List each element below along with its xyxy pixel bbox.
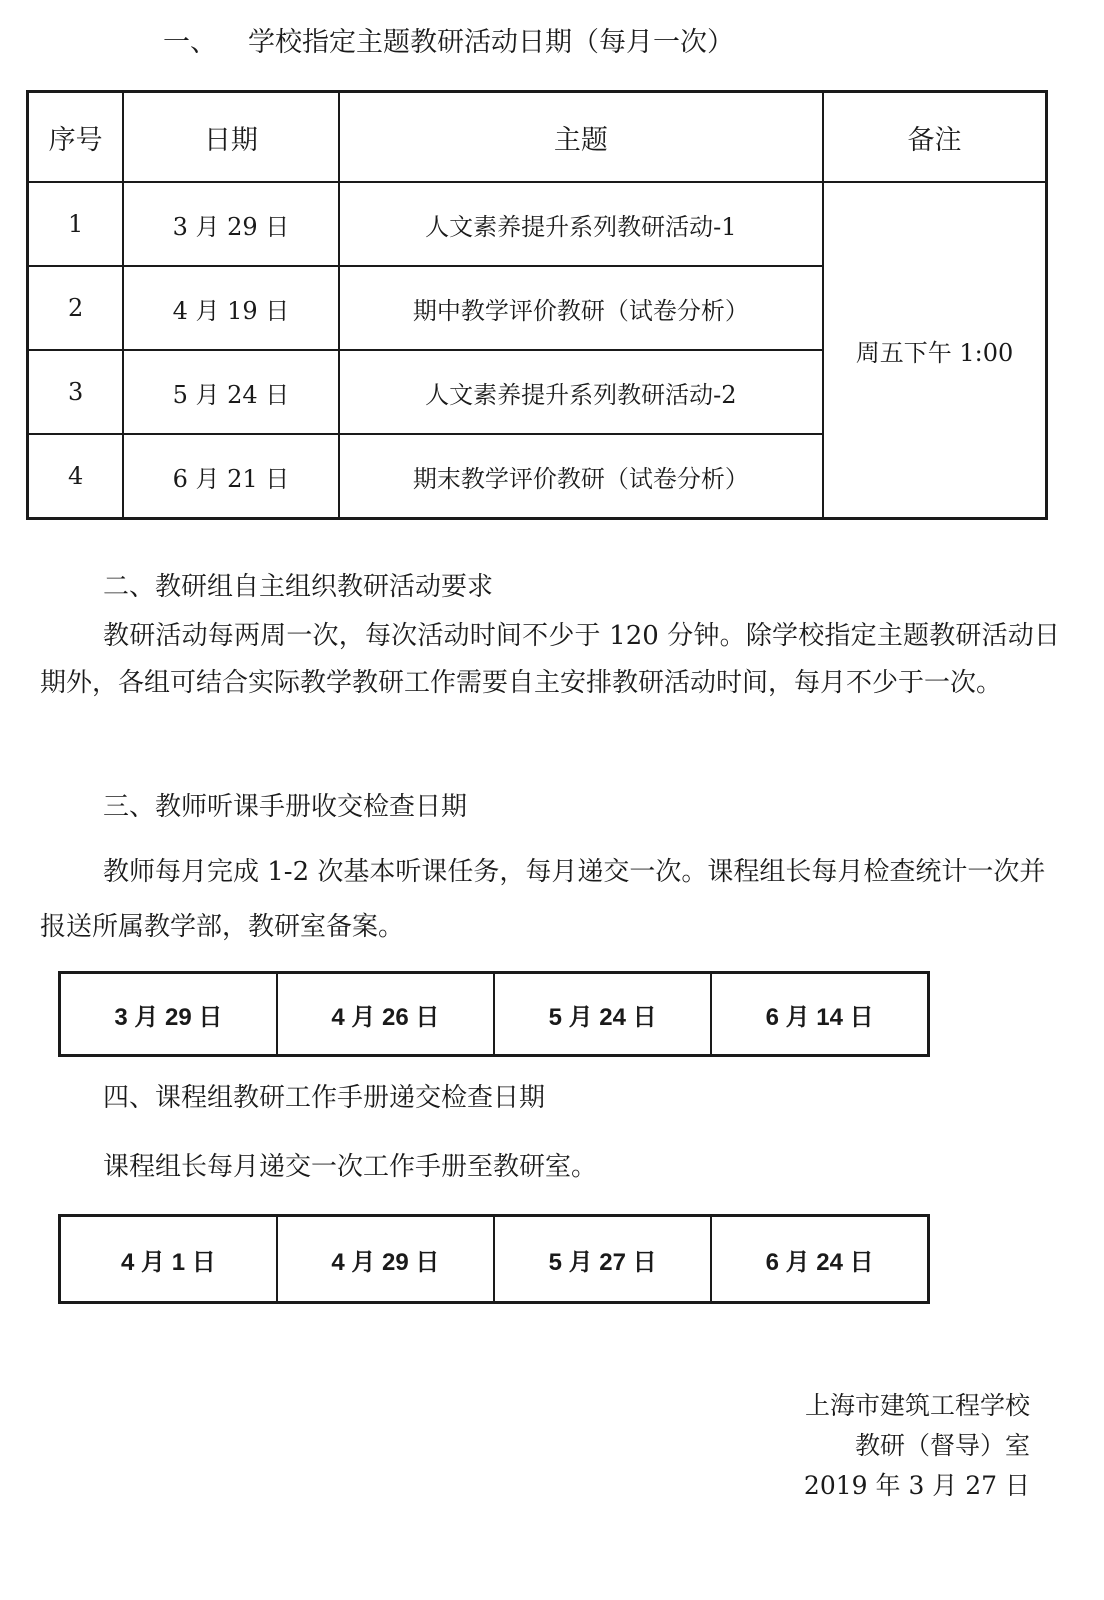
table-row (60, 973, 929, 1056)
section3-title: 三、教师听课手册收交检查日期 (103, 792, 468, 822)
row-no: 1 (28, 182, 124, 266)
table-row (28, 182, 1047, 266)
header-no: 序号 (28, 92, 124, 183)
schedule-table (26, 90, 1048, 520)
header-note: 备注 (823, 92, 1046, 183)
row-topic: 期中教学评价教研（试卷分析） (339, 266, 823, 350)
date-cell: 4 月 26 日 (277, 973, 494, 1056)
row-no: 4 (28, 434, 124, 519)
section1-title: 学校指定主题教研活动日期（每月一次） (248, 27, 734, 58)
section2-body: 教研活动每两周一次，每次活动时间不少于 120 分钟。除学校指定主题教研活动日期外，各组可结合实际教学教研工作需要自主安排教研活动时间，每月不少于一次。 (40, 621, 1060, 698)
row-topic: 人文素养提升系列教研活动-2 (339, 350, 823, 434)
section4-body: 课程组长每月递交一次工作手册至教研室。 (103, 1152, 598, 1182)
row-date: 3 月 29 日 (123, 182, 338, 266)
table-row (60, 1216, 929, 1303)
note-cell: 周五下午 1:00 (823, 182, 1046, 519)
date-cell: 4 月 29 日 (277, 1216, 494, 1303)
date-cell: 5 月 24 日 (494, 973, 711, 1056)
signature-date: 2019 年 3 月 27 日 (803, 1471, 1030, 1500)
signature-dept: 教研（督导）室 (854, 1431, 1030, 1460)
row-date: 5 月 24 日 (123, 350, 338, 434)
row-no: 2 (28, 266, 124, 350)
row-topic: 期末教学评价教研（试卷分析） (339, 434, 823, 519)
section1-number: 一、 (163, 27, 217, 58)
row-date: 4 月 19 日 (123, 266, 338, 350)
date-cell: 5 月 27 日 (494, 1216, 711, 1303)
signature-org: 上海市建筑工程学校 (804, 1391, 1030, 1420)
handbook-dates-table (58, 971, 930, 1057)
date-cell: 3 月 29 日 (60, 973, 277, 1056)
section2-title: 二、教研组自主组织教研活动要求 (103, 572, 494, 602)
date-cell: 4 月 1 日 (60, 1216, 277, 1303)
date-cell: 6 月 14 日 (711, 973, 928, 1056)
row-date: 6 月 21 日 (123, 434, 338, 519)
workbook-dates-table (58, 1214, 930, 1304)
row-no: 3 (28, 350, 124, 434)
date-cell: 6 月 24 日 (711, 1216, 928, 1303)
header-date: 日期 (123, 92, 338, 183)
header-topic: 主题 (339, 92, 823, 183)
row-topic: 人文素养提升系列教研活动-1 (339, 182, 823, 266)
section3-body: 教师每月完成 1-2 次基本听课任务，每月递交一次。课程组长每月检查统计一次并报送所属教学部，教研室备案。 (40, 857, 1046, 942)
table-header-row (28, 92, 1047, 183)
section4-title: 四、课程组教研工作手册递交检查日期 (103, 1083, 546, 1113)
